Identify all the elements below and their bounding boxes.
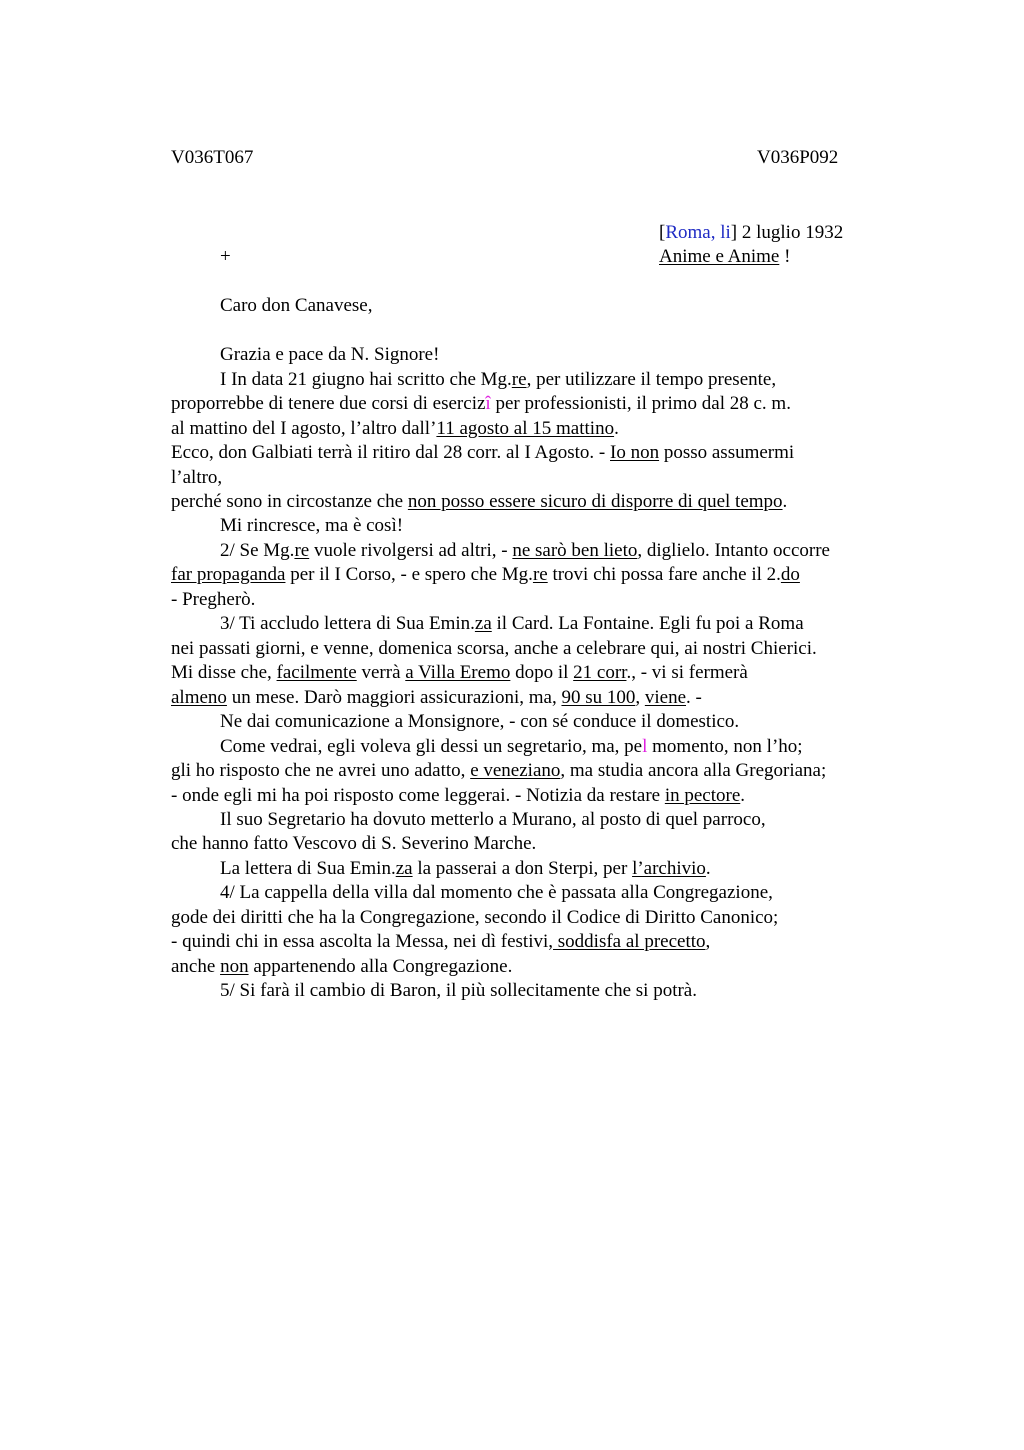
body-line: al mattino del I agosto, l’altro dall’11 agosto al 15 mattino. (171, 418, 619, 439)
date: ] 2 luglio 1932 (730, 222, 844, 243)
body-line: gli ho risposto che ne avrei uno adatto, e veneziano, ma studia ancora alla Gregoriana; (171, 760, 827, 781)
cross-symbol: + (220, 246, 231, 267)
body-line: anche non appartenendo alla Congregazione. (171, 956, 513, 977)
bracket-open: [ (659, 222, 666, 243)
body-line: che hanno fatto Vescovo di S. Severino Marche. (171, 833, 537, 854)
body-line: 5/ Si farà il cambio di Baron, il più sollecitamente che si potrà. (220, 980, 697, 1001)
body-line: 2/ Se Mg.re vuole rivolgersi ad altri, - ne sarò ben lieto, diglielo. Intanto occorre (220, 540, 830, 561)
body-line: nei passati giorni, e venne, domenica scorsa, anche a celebrare qui, ai nostri Chierici. (171, 638, 817, 659)
motto: Anime e Anime ! (659, 246, 791, 267)
body-line: Mi rincresce, ma è così! (220, 515, 404, 536)
body-line: Come vedrai, egli voleva gli dessi un segretario, ma, pel momento, non l’ho; (220, 736, 803, 757)
document-code-right: V036P092 (757, 147, 839, 168)
body-line: perché sono in circostanze che non posso essere sicuro di disporre di quel tempo. (171, 491, 788, 512)
body-line: La lettera di Sua Emin.za la passerai a don Sterpi, per l’archivio. (220, 858, 711, 879)
motto-text: Anime e Anime (659, 246, 780, 267)
body-line: almeno un mese. Darò maggiori assicurazioni, ma, 90 su 100, viene. - (171, 687, 702, 708)
dateline (659, 222, 843, 244)
salutation: Caro don Canavese, (220, 295, 373, 316)
body-line: Mi disse che, facilmente verrà a Villa Eremo dopo il 21 corr., - vi si fermerà (171, 662, 748, 683)
body-line: - Pregherò. (171, 589, 256, 610)
place-name: Roma, li (665, 222, 731, 243)
body-line: I In data 21 giugno hai scritto che Mg.re, per utilizzare il tempo presente, (220, 369, 777, 390)
body-line: - onde egli mi ha poi risposto come leggerai. - Notizia da restare in pectore. (171, 785, 746, 806)
body-line: far propaganda per il I Corso, - e spero che Mg.re trovi chi possa fare anche il 2.do (171, 564, 800, 585)
body-line: - quindi chi in essa ascolta la Messa, nei dì festivi, soddisfa al precetto, (171, 931, 711, 952)
body-line: Il suo Segretario ha dovuto metterlo a Murano, al posto di quel parroco, (220, 809, 766, 830)
body-line: l’altro, (171, 467, 223, 488)
body-line: proporrebbe di tenere due corsi di esercizî per professionisti, il primo dal 28 c. m. (171, 393, 791, 414)
greeting: Grazia e pace da N. Signore! (220, 344, 440, 365)
body-line: 4/ La cappella della villa dal momento che è passata alla Congregazione, (220, 882, 773, 903)
document-code-left: V036T067 (171, 147, 254, 168)
body-line: gode dei diritti che ha la Congregazione, secondo il Codice di Diritto Canonico; (171, 907, 779, 928)
body-line: Ecco, don Galbiati terrà il ritiro dal 28 corr. al I Agosto. - Io non posso assumermi (171, 442, 795, 463)
body-line: Ne dai comunicazione a Monsignore, - con sé conduce il domestico. (220, 711, 740, 732)
body-line: 3/ Ti accludo lettera di Sua Emin.za il Card. La Fontaine. Egli fu poi a Roma (220, 613, 804, 634)
